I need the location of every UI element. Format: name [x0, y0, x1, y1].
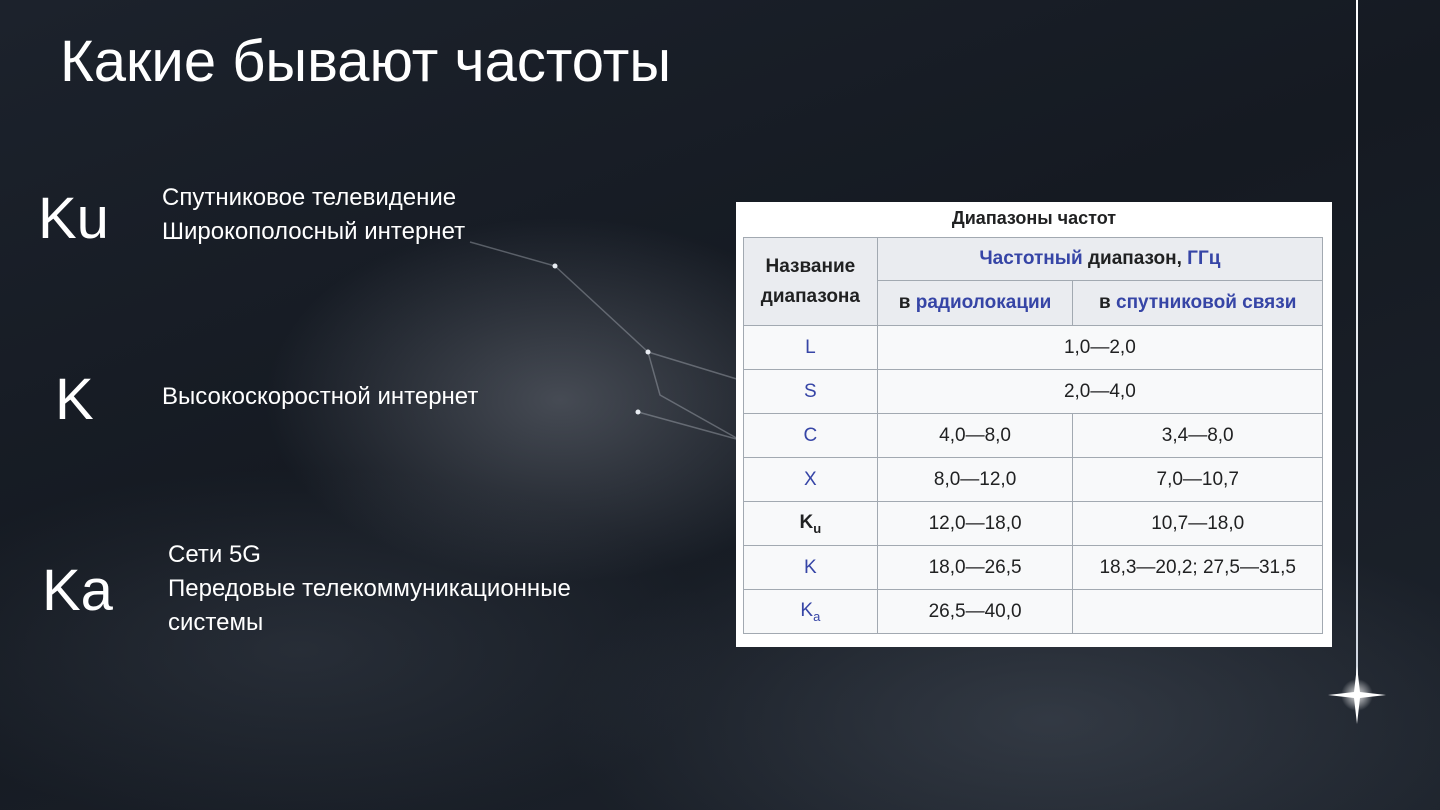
- band-ku-description: [162, 181, 465, 249]
- frequency-table: [743, 237, 1323, 634]
- band-label-ku: [799, 511, 822, 536]
- header-radar-prefix: в: [898, 292, 916, 313]
- band-cell: [744, 590, 878, 634]
- band-k-line-1: Высокоскоростной интернет: [162, 383, 479, 410]
- header-frequency-range: [877, 238, 1322, 281]
- frequency-table-card: [736, 202, 1332, 647]
- band-ka-line-2: Передовые телекоммуникационные: [168, 575, 571, 602]
- hanging-star-string: [1356, 0, 1358, 690]
- table-row: [744, 370, 1323, 414]
- range-cell: 2,0—4,0: [877, 370, 1322, 414]
- ghz-link[interactable]: ГГц: [1187, 248, 1221, 269]
- frequency-link[interactable]: Частотный: [979, 248, 1083, 269]
- satellite-link[interactable]: спутниковой связи: [1116, 292, 1297, 313]
- satellite-range-cell: 3,4—8,0: [1073, 414, 1323, 458]
- header-satellite: [1073, 281, 1323, 326]
- header-radar: [877, 281, 1073, 326]
- sparkle-star-icon: [1326, 664, 1388, 726]
- table-row: [744, 502, 1323, 546]
- slide-title: Какие бывают частоты: [60, 29, 672, 94]
- radar-link[interactable]: радиолокации: [915, 292, 1052, 313]
- header-band-name: [744, 238, 878, 326]
- band-link-c[interactable]: C: [803, 424, 818, 446]
- radar-range-cell: 8,0—12,0: [877, 458, 1073, 502]
- band-k-label: K: [55, 367, 94, 432]
- band-cell: [744, 414, 878, 458]
- band-cell: [744, 326, 878, 370]
- header-band-name-line-2: диапазона: [760, 285, 860, 307]
- satellite-range-cell: 7,0—10,7: [1073, 458, 1323, 502]
- band-k-description: [162, 380, 478, 414]
- table-row: [744, 458, 1323, 502]
- band-ka-line-1: Сети 5G: [168, 541, 261, 568]
- radar-range-cell: 12,0—18,0: [877, 502, 1073, 546]
- band-link-l[interactable]: L: [805, 336, 816, 358]
- band-link-k[interactable]: K: [804, 556, 817, 578]
- radar-range-cell: 26,5—40,0: [877, 590, 1073, 634]
- range-cell: 1,0—2,0: [877, 326, 1322, 370]
- band-ka-sub: a: [813, 608, 821, 624]
- band-ku-sub: u: [813, 520, 822, 536]
- band-ka-label: Ka: [42, 558, 113, 623]
- table-caption: Диапазоны частот: [951, 208, 1117, 228]
- band-link-s[interactable]: S: [804, 380, 817, 402]
- band-cell: [744, 370, 878, 414]
- table-row: [744, 326, 1323, 370]
- header-band-name-line-1: Название: [765, 255, 856, 277]
- table-row: [744, 590, 1323, 634]
- band-ku-main: K: [799, 511, 814, 533]
- band-cell: [744, 502, 878, 546]
- table-row: [744, 546, 1323, 590]
- band-link-x[interactable]: X: [804, 468, 817, 490]
- band-ku-line-2: Широкополосный интернет: [162, 218, 466, 245]
- band-link-ka[interactable]: [800, 599, 821, 624]
- satellite-range-cell: [1073, 590, 1323, 634]
- band-ka-line-3: системы: [168, 609, 264, 636]
- satellite-range-cell: 18,3—20,2; 27,5—31,5: [1073, 546, 1323, 590]
- table-row: [744, 414, 1323, 458]
- satellite-range-cell: 10,7—18,0: [1073, 502, 1323, 546]
- band-cell: [744, 546, 878, 590]
- radar-range-cell: 4,0—8,0: [877, 414, 1073, 458]
- header-satellite-prefix: в: [1099, 292, 1116, 313]
- radar-range-cell: 18,0—26,5: [877, 546, 1073, 590]
- header-range-middle: диапазон,: [1082, 248, 1188, 269]
- band-ku-label: Ku: [38, 186, 109, 251]
- band-ku-line-1: Спутниковое телевидение: [162, 184, 457, 211]
- band-ka-description: [168, 538, 571, 640]
- band-cell: [744, 458, 878, 502]
- band-ka-main: K: [800, 599, 814, 621]
